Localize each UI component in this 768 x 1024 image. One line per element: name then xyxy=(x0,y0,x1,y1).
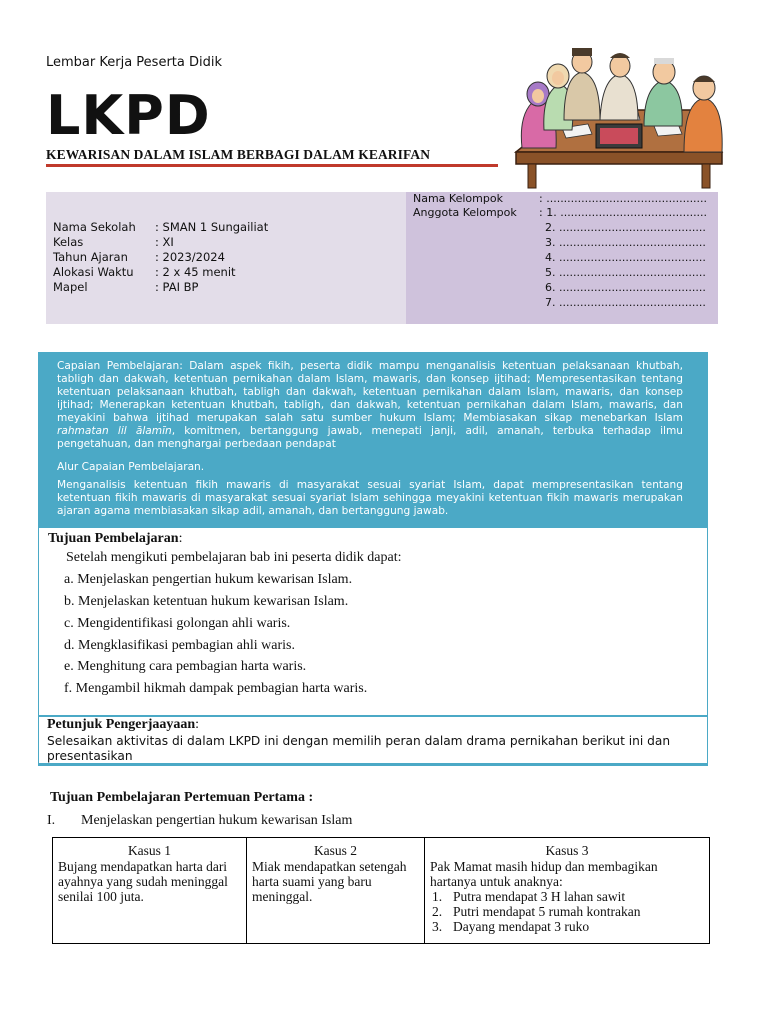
member-field[interactable]: 4. .......................................... xyxy=(545,251,706,264)
petunjuk-heading-colon: : xyxy=(195,717,200,732)
list-number: 1. xyxy=(432,889,443,904)
kasus-title: Kasus 2 xyxy=(313,843,358,858)
capaian-text: Capaian Pembelajaran: Dalam aspek fikih, peserta didik mampu menganalisis ketentuan pelaksanaan khutbah, tabligh dan dakwah, ketentuan pernikahan dalam Islam, mawaris, dan konsep ijtihad; Mempresentasikan tentang ketentuan pelaksanaan khutbah, tabligh dan dakwah, ketentuan pernikahan dalam Islam, mawaris, dan konsep ijtihad; Menerapkan ketentuan khutbah, tabligh, dan dakwah, ketentuan pernikahan dalam Islam, mawaris, dan meyakini bahwa ijtihad merupakan salah satu sumber hukum Islam; Membiasakan sikap menebarkan Islam xyxy=(57,360,683,424)
capaian-text-end: , komitmen, bertanggung jawab, menepati janji, adil, amanah, terbuka terhadap ilmu pengetahuan, dan menghargai perbedaan pendapat xyxy=(57,425,683,450)
info-value: : XI xyxy=(155,235,174,249)
kasus-text: Pak Mamat masih hidup dan membagikan hartanya untuk anaknya: xyxy=(430,859,658,889)
family-discussion-illustration xyxy=(508,40,730,190)
kasus-table xyxy=(52,837,710,944)
document-title: LKPD xyxy=(46,84,211,147)
tujuan-item: f. Mengambil hikmah dampak pembagian harta waris. xyxy=(64,681,368,696)
section-number: I. xyxy=(47,813,56,828)
list-number: 2. xyxy=(432,904,443,919)
capaian-italic-term: rahmatan lil ālamīn xyxy=(57,425,172,437)
list-number: 3. xyxy=(432,919,443,934)
kasus-title: Kasus 1 xyxy=(127,843,172,858)
group-info-panel xyxy=(406,192,718,324)
group-members-label: Anggota Kelompok xyxy=(413,206,517,219)
info-label: Alokasi Waktu xyxy=(53,265,134,279)
list-item xyxy=(430,904,703,919)
school-info-row xyxy=(53,250,225,265)
member-field[interactable]: 3. .......................................... xyxy=(545,236,706,249)
tujuan-item: e. Menghitung cara pembagian harta waris. xyxy=(64,659,307,674)
tujuan-pembelajaran-box xyxy=(38,528,708,716)
group-name-field[interactable]: : .............................................. xyxy=(539,192,708,205)
kasus-text: Miak mendapatkan setengah harta suami yang baru meninggal. xyxy=(252,859,407,904)
school-info-row xyxy=(53,265,236,280)
topic-underline xyxy=(46,164,498,167)
school-info-row xyxy=(53,280,198,295)
info-label: Kelas xyxy=(53,235,84,249)
info-label: Mapel xyxy=(53,280,88,294)
school-info-row xyxy=(53,235,174,250)
tujuan-heading-text: Tujuan Pembelajaran xyxy=(48,531,179,546)
kasus-list xyxy=(430,889,703,934)
section-text: Menjelaskan pengertian hukum kewarisan Islam xyxy=(81,813,353,828)
school-info-row xyxy=(53,220,268,235)
info-value: : 2023/2024 xyxy=(155,250,225,264)
kasus-content xyxy=(430,859,703,934)
list-item xyxy=(430,889,703,904)
petunjuk-heading-text: Petunjuk Pengerjaayaan xyxy=(47,717,196,732)
school-info-panel xyxy=(46,192,406,324)
petunjuk-box xyxy=(38,716,708,766)
alur-text: Menganalisis ketentuan fikih mawaris di masyarakat sesuai syariat Islam, dapat mempresentasikan tentang ketentuan fikih mawaris di masyarakat sesuai syariat Islam sehingga meyakini ketentuan fikih mawaris merupakan ajaran agama membiasakan sikap adil, amanah, dan bertanggung jawab. xyxy=(57,479,683,517)
kasus-column xyxy=(53,838,246,943)
topic-heading: KEWARISAN DALAM ISLAM BERBAGI DALAM KEARIFAN xyxy=(46,147,431,162)
alur-label: Alur Capaian Pembelajaran. xyxy=(57,461,205,473)
list-text: Dayang mendapat 3 ruko xyxy=(453,919,590,934)
member-field[interactable]: 5. .......................................... xyxy=(545,266,706,279)
member-field[interactable]: 6. .......................................... xyxy=(545,281,706,294)
meeting-heading: Tujuan Pembelajaran Pertemuan Pertama : xyxy=(50,790,314,805)
capaian-paragraph xyxy=(57,360,683,451)
list-text: Putra mendapat 3 H lahan sawit xyxy=(453,889,626,904)
list-text: Putri mendapat 5 rumah kontrakan xyxy=(453,904,641,919)
member-field[interactable]: : 1. .......................................... xyxy=(539,206,708,219)
info-label: Tahun Ajaran xyxy=(53,250,128,264)
tujuan-item: b. Menjelaskan ketentuan hukum kewarisan Islam. xyxy=(64,594,349,609)
kasus-column xyxy=(424,838,709,943)
group-name-label: Nama Kelompok xyxy=(413,192,503,205)
member-field[interactable]: 2. .......................................... xyxy=(545,221,706,234)
tujuan-item: a. Menjelaskan pengertian hukum kewarisan Islam. xyxy=(64,572,353,587)
tujuan-heading xyxy=(48,531,182,547)
tujuan-heading-colon: : xyxy=(178,531,183,546)
member-field[interactable]: 7. .......................................... xyxy=(545,296,706,309)
info-value: : 2 x 45 menit xyxy=(155,265,236,279)
kasus-title: Kasus 3 xyxy=(545,843,589,858)
info-value: : PAI BP xyxy=(155,280,199,294)
info-value: : SMAN 1 Sungailiat xyxy=(155,220,269,234)
tujuan-intro: Setelah mengikuti pembelajaran bab ini peserta didik dapat: xyxy=(66,550,402,565)
kasus-column xyxy=(246,838,424,943)
tujuan-item: d. Mengklasifikasi pembagian ahli waris. xyxy=(64,638,295,653)
petunjuk-heading xyxy=(47,717,199,733)
petunjuk-text: Selesaikan aktivitas di dalam LKPD ini dengan memilih peran dalam drama pernikahan berikut ini dan presentasikan xyxy=(47,734,671,763)
info-label: Nama Sekolah xyxy=(53,220,136,234)
list-item xyxy=(430,919,703,934)
capaian-pembelajaran-box xyxy=(38,352,708,528)
kasus-text: Bujang mendapatkan harta dari ayahnya yang sudah meninggal senilai 100 juta. xyxy=(58,859,228,904)
tujuan-item: c. Mengidentifikasi golongan ahli waris. xyxy=(64,616,291,631)
document-subtitle: Lembar Kerja Peserta Didik xyxy=(46,55,223,70)
